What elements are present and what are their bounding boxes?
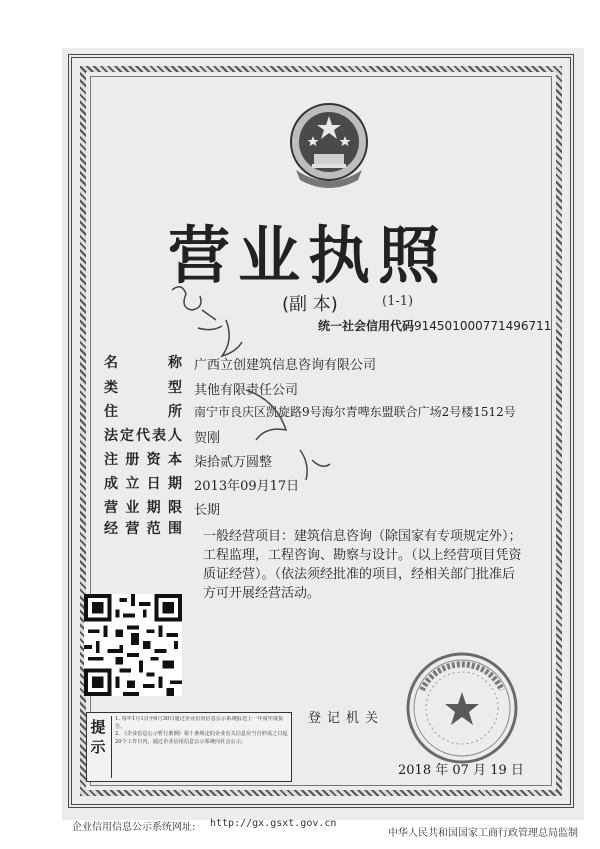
field-value-capital: 柒拾贰万圆整 — [194, 455, 273, 470]
credit-code-line — [318, 317, 551, 334]
field-value-type: 其他有限责任公司 — [194, 383, 299, 398]
field-label-founded: 成立日期 — [104, 476, 182, 492]
registration-authority: 登记机关 — [308, 711, 385, 726]
footer-url[interactable]: http://gx.gsxt.gov.cn — [210, 818, 337, 829]
scope-line: 质证经营）。（依法须经批准的项目，经相关部门批准后 — [203, 567, 516, 582]
scope-line: 工程监理，工程咨询、勘察与设计。（以上经营项目凭资 — [203, 548, 522, 563]
issue-day-unit: 日 — [510, 763, 524, 778]
issue-year: 2018 — [398, 763, 432, 778]
credit-code-value: 914501000771496711 — [414, 319, 552, 333]
field-value-legal-rep: 贺刚 — [194, 431, 221, 446]
notice-box — [86, 712, 292, 782]
qr-code — [84, 594, 182, 700]
field-label-scope: 经营范围 — [104, 521, 182, 537]
field-value-address: 南宁市良庆区凯旋路9号海尔青啤东盟联合广场2号楼1512号 — [194, 405, 516, 419]
scope-line: 方可开展经营活动。 — [203, 586, 321, 601]
scope-line: 一般经营项目：建筑信息咨询（除国家有专项规定外）； — [203, 529, 522, 544]
field-label-term: 营业期限 — [104, 500, 182, 516]
notice-line: 1. 每年1月1日至6月30日通过企业信用信息公示系统报送上一年度年度报告。 — [115, 716, 284, 730]
national-emblem — [288, 100, 370, 196]
issue-year-unit: 年 — [435, 763, 449, 778]
footer-system-label: 企业信用信息公示系统网址: — [72, 822, 196, 833]
issue-month-unit: 月 — [473, 763, 487, 778]
notice-title: 提示 — [90, 718, 106, 756]
field-label-type: 类型 — [104, 380, 182, 396]
license-subtitle: (副 本) — [282, 294, 338, 315]
official-seal — [404, 650, 520, 770]
field-value-term: 长期 — [194, 503, 221, 518]
field-label-legal-rep: 法定代表人 — [104, 428, 182, 444]
issue-month: 07 — [452, 763, 469, 778]
footer-supervisor: 中华人民共和国国家工商行政管理总局监制 — [388, 828, 578, 839]
license-title: 营业执照 — [168, 219, 449, 292]
field-label-name: 名称 — [104, 355, 182, 371]
issue-day: 19 — [490, 763, 507, 778]
copy-sequence: (1-1) — [382, 294, 414, 309]
business-scope — [203, 527, 548, 603]
field-value-name: 广西立创建筑信息咨询有限公司 — [194, 358, 377, 373]
field-value-founded: 2013年09月17日 — [194, 479, 300, 494]
notice-body — [111, 716, 293, 778]
credit-code-label: 统一社会信用代码 — [318, 319, 415, 333]
field-label-capital: 注册资本 — [104, 452, 182, 468]
field-label-address: 住所 — [104, 404, 182, 420]
issue-date — [398, 759, 524, 778]
notice-line: 2. 《企业信息公示暂行条例》第十条规定的企业有关信息应当自形成之日起20个工作日内，通过企业信用信息公示系统向社会公示。 — [115, 731, 288, 745]
